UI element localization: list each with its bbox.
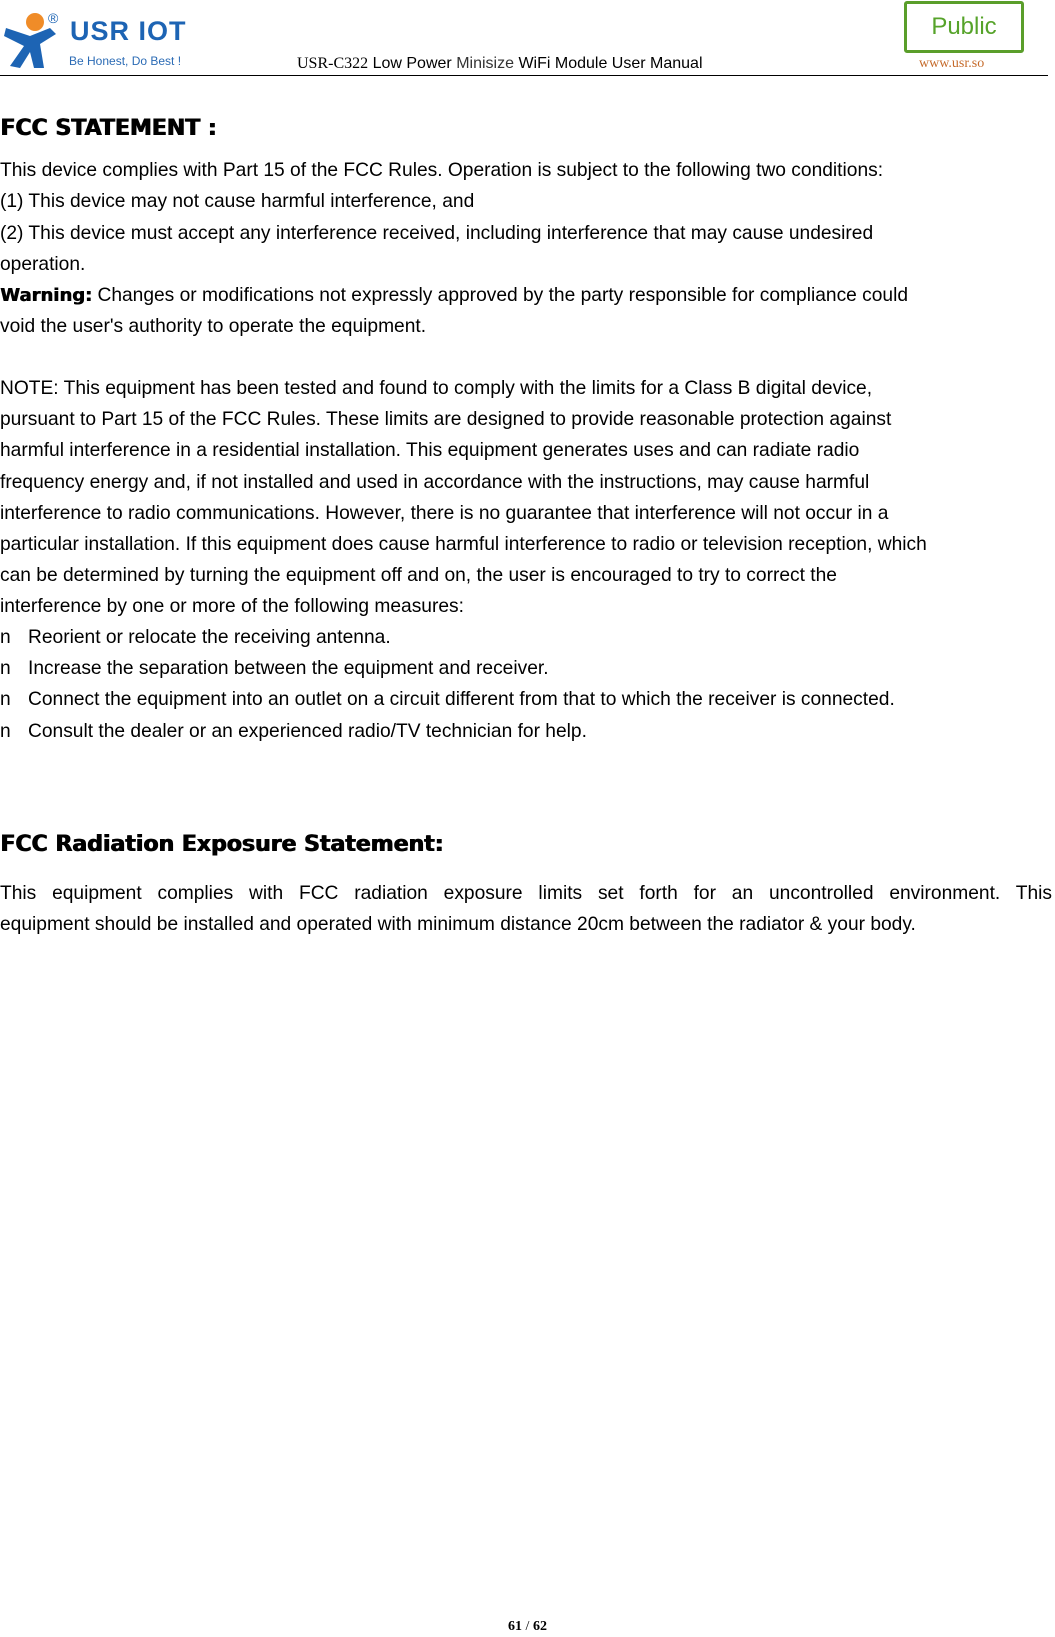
note-line-6: particular installation. If this equipment does cause harmful interference to radio or television reception, which [0,534,927,555]
title-part3: WiFi Module User Manual [518,55,703,72]
radiation-line-1: This equipment complies with FCC radiation exposure limits set forth for an uncontrolled environment. This [0,883,1052,904]
fcc-line-2: (1) This device may not cause harmful interference, and [0,191,475,212]
total-pages: 62 [532,1619,547,1634]
measure-list-item [0,688,895,712]
measure-list-item [0,720,587,744]
header-divider [0,75,1048,76]
fcc-statement-heading: FCC STATEMENT : [0,116,217,141]
radiation-line-2: equipment should be installed and operated with minimum distance 20cm between the radiator & your body. [0,914,916,935]
radiation-exposure-heading: FCC Radiation Exposure Statement: [0,832,444,857]
bullet-mark: n [0,721,11,742]
note-line-5: interference to radio communications. However, there is no guarantee that interference will not occur in a [0,503,889,524]
page-number [0,1619,1055,1635]
title-model: USR-C322 [297,55,369,72]
note-line-2: pursuant to Part 15 of the FCC Rules. These limits are designed to provide reasonable protection against [0,409,892,430]
note-line-7: can be determined by turning the equipment off and on, the user is encouraged to try to correct the [0,565,837,586]
measure-text: Consult the dealer or an experienced radio/TV technician for help. [28,721,587,742]
bullet-mark: n [0,627,11,648]
measure-text: Connect the equipment into an outlet on a circuit different from that to which the receiver is connected. [28,689,895,710]
note-line-3: harmful interference in a residential installation. This equipment generates uses and can radiate radio [0,440,860,461]
measure-list-item [0,626,391,650]
warning-text: Changes or modifications not expressly approved by the party responsible for compliance could [92,285,909,306]
warning-paragraph [0,284,908,308]
fcc-line-1: This device complies with Part 15 of the FCC Rules. Operation is subject to the following two conditions: [0,160,884,181]
title-part1: Low Power [372,55,452,72]
usr-iot-logo [0,6,200,76]
page-header [0,0,1055,80]
note-line-4: frequency energy and, if not installed and used in accordance with the instructions, may cause harmful [0,472,870,493]
fcc-line-4: operation. [0,254,86,275]
note-line-8: interference by one or more of the following measures: [0,596,464,617]
bullet-mark: n [0,689,11,710]
measure-text: Reorient or relocate the receiving antenna. [28,627,391,648]
registered-mark: ® [48,10,59,26]
bullet-mark: n [0,658,11,679]
warning-label: Warning: [0,285,93,306]
note-line-1: NOTE: This equipment has been tested and found to comply with the limits for a Class B digital device, [0,378,873,399]
title-part2: Minisize [456,55,514,72]
measure-list-item [0,657,549,681]
website-link[interactable]: www.usr.so [919,56,985,71]
public-badge: Public [904,1,1024,53]
warning-line-2: void the user's authority to operate the equipment. [0,316,427,337]
page-separator: / [522,1619,533,1634]
logo-tagline: Be Honest, Do Best ! [69,54,182,68]
logo-name: USR IOT [70,16,187,46]
current-page: 61 [508,1619,523,1634]
usr-person-icon [0,6,70,76]
fcc-line-3: (2) This device must accept any interference received, including interference that may cause undesired [0,223,874,244]
measure-text: Increase the separation between the equipment and receiver. [28,658,549,679]
document-title [297,55,703,73]
